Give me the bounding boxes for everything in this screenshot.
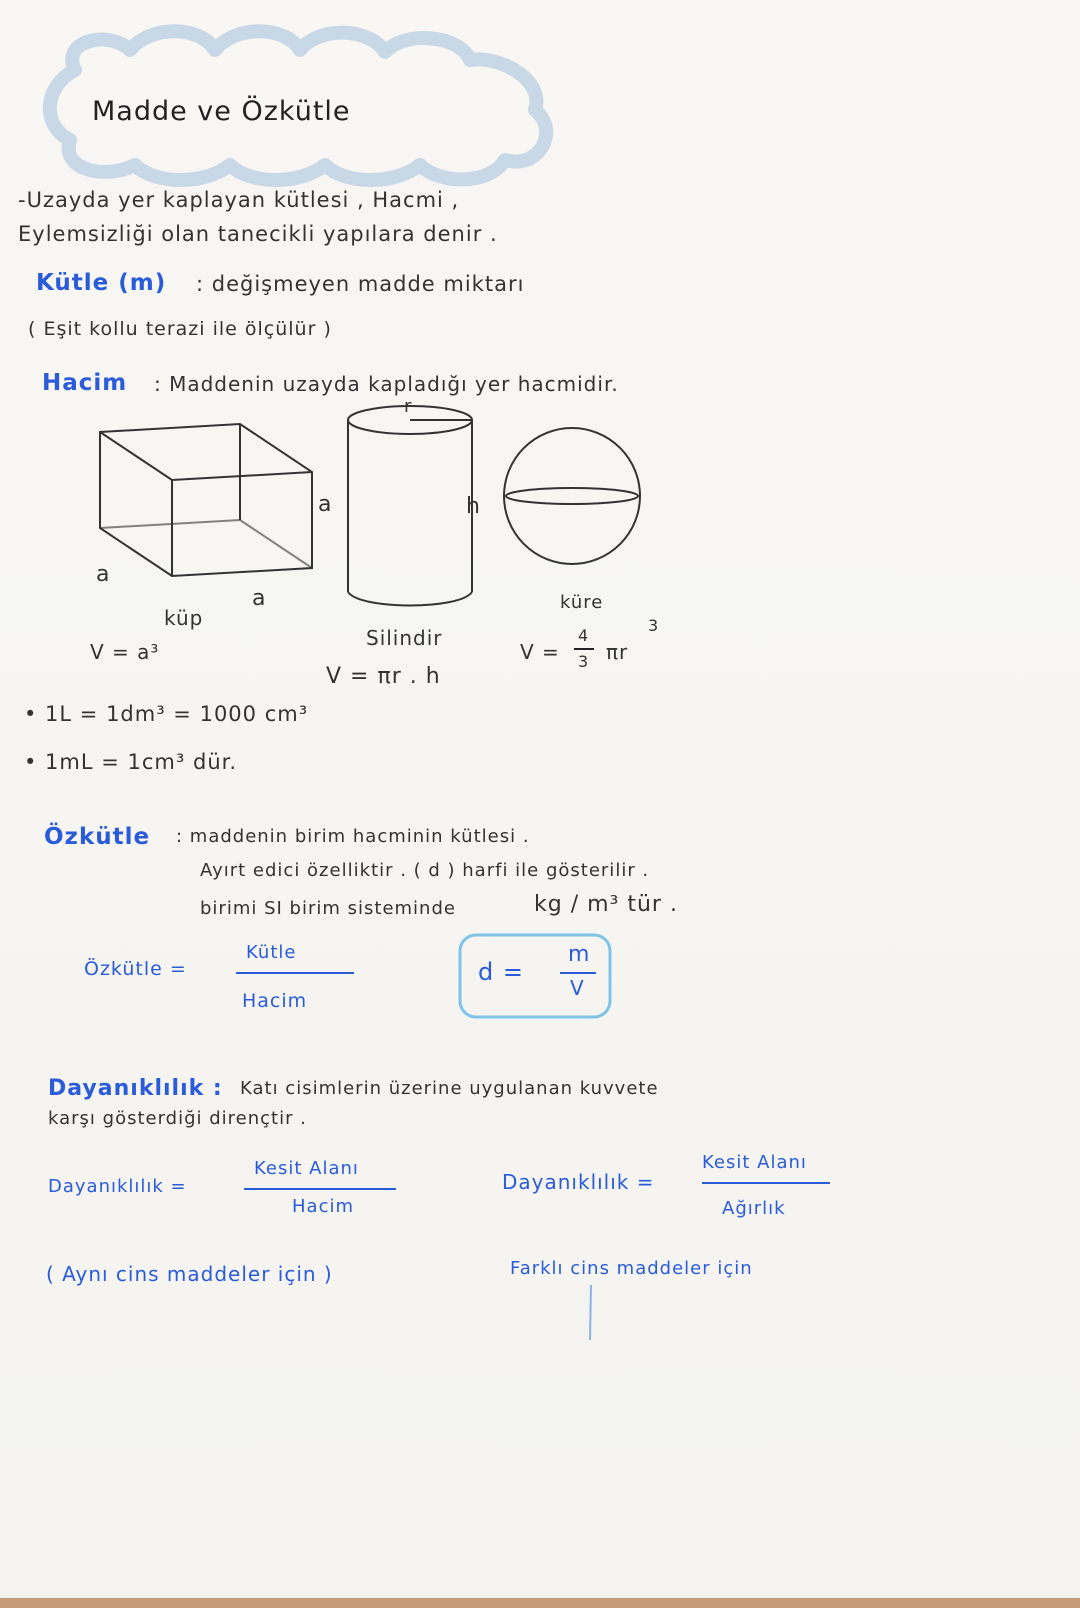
cube-name: küp <box>164 606 204 630</box>
sphere-exponent: 3 <box>648 616 660 635</box>
cube-edge-label-3: a <box>318 492 333 517</box>
units-line-2: • 1mL = 1cm³ dür. <box>24 750 238 774</box>
dayaniklilik-f1-line <box>244 1188 396 1190</box>
sphere-frac-num: 4 <box>578 626 590 645</box>
cylinder-name: Silindir <box>366 626 443 650</box>
ozkutle-def-3a: birimi SI birim sisteminde <box>200 898 456 919</box>
units-line-1: • 1L = 1dm³ = 1000 cm³ <box>24 702 309 726</box>
dayaniklilik-term: Dayanıklılık : <box>48 1076 223 1101</box>
dayaniklilik-f2-num: Kesit Alanı <box>702 1152 807 1173</box>
dayaniklilik-f2-lhs: Dayanıklılık = <box>502 1170 655 1194</box>
dayaniklilik-f2-line <box>702 1182 830 1184</box>
intro-line-2: Eylemsizliği olan tanecikli yapılara denir . <box>18 222 498 246</box>
cylinder-drawing <box>348 406 472 606</box>
dayaniklilik-f2-note: Farklı cins maddeler için <box>510 1258 753 1279</box>
ozkutle-def-1: : maddenin birim hacminin kütlesi . <box>176 826 530 847</box>
cube-edge-label-2: a <box>252 586 267 611</box>
kutle-term: Kütle (m) <box>36 270 167 296</box>
density-formula-den: V <box>570 976 585 1000</box>
hacim-term: Hacim <box>42 370 128 396</box>
cylinder-bottom <box>348 592 472 606</box>
cube-back-edges <box>100 424 312 576</box>
dayaniklilik-f1-num: Kesit Alanı <box>254 1158 359 1179</box>
cube-formula: V = a³ <box>90 640 160 664</box>
cube-hidden-edges <box>100 424 312 568</box>
ozkutle-def-2: Ayırt edici özelliktir . ( d ) harfi ile gösterilir . <box>200 860 650 881</box>
sphere-drawing <box>504 428 640 564</box>
dayaniklilik-def-2: karşı gösterdiği dirençtir . <box>48 1108 307 1129</box>
density-formula-line <box>560 972 596 974</box>
cube-front-face <box>100 424 312 576</box>
density-formula-num: m <box>568 942 591 967</box>
ozkutle-formula-line <box>236 972 354 974</box>
ozkutle-formula-lhs: Özkütle = <box>84 958 187 980</box>
page-bottom-edge <box>0 1598 1080 1608</box>
sphere-equator <box>506 488 638 504</box>
sphere-formula-rhs: πr <box>606 640 629 664</box>
cylinder-height-label: h <box>466 494 481 519</box>
sphere-name: küre <box>560 592 604 613</box>
sphere-frac-line <box>574 648 594 650</box>
kutle-note: ( Eşit kollu terazi ile ölçülür ) <box>28 318 332 340</box>
ozkutle-formula-num: Kütle <box>246 942 297 963</box>
dayaniklilik-def-1: Katı cisimlerin üzerine uygulanan kuvvete <box>240 1078 659 1099</box>
sphere-frac-den: 3 <box>578 652 590 671</box>
density-formula-lhs: d = <box>478 958 524 986</box>
cube-drawing <box>100 424 312 576</box>
hacim-definition: : Maddenin uzayda kapladığı yer hacmidir. <box>154 372 619 396</box>
cylinder-formula: V = πr . h <box>326 664 441 689</box>
dayaniklilik-f1-note: ( Aynı cins maddeler için ) <box>46 1262 333 1286</box>
ozkutle-formula-den: Hacim <box>242 990 308 1012</box>
dayaniklilik-f1-den: Hacim <box>292 1196 354 1217</box>
sphere-formula-lhs: V = <box>520 640 560 664</box>
dayaniklilik-f1-lhs: Dayanıklılık = <box>48 1176 187 1197</box>
pen-stroke <box>590 1285 591 1340</box>
dayaniklilik-f2-den: Ağırlık <box>722 1198 786 1219</box>
cylinder-sides <box>348 420 472 592</box>
sphere-outline <box>504 428 640 564</box>
intro-line-1: -Uzayda yer kaplayan kütlesi , Hacmi , <box>18 188 460 212</box>
kutle-definition: : değişmeyen madde miktarı <box>196 272 525 296</box>
ozkutle-def-3b: kg / m³ tür . <box>534 892 678 917</box>
cylinder-radius-label: r <box>404 396 413 417</box>
cube-edge-label-1: a <box>96 562 111 587</box>
page-title: Madde ve Özkütle <box>92 96 351 127</box>
ozkutle-term: Özkütle <box>44 824 151 850</box>
